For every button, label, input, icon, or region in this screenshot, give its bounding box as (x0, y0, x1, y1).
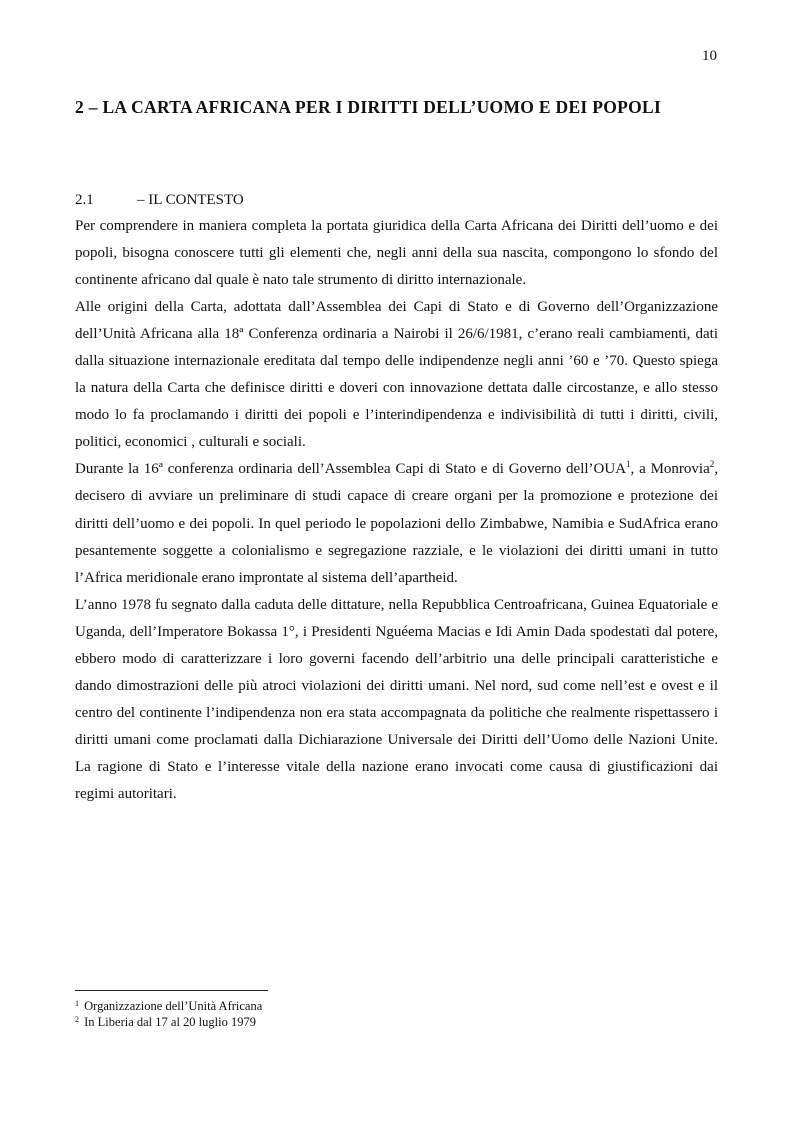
paragraph-3-part-a: Durante la 16ª conferenza ordinaria dell’Assemblea Capi di Stato e di Governo dell’OUA (75, 461, 627, 478)
paragraph-3-part-b: , a Monrovia (630, 461, 710, 478)
section-heading (75, 190, 244, 210)
footnote-text: In Liberia dal 17 al 20 luglio 1979 (81, 1015, 256, 1029)
body-text (75, 213, 718, 808)
section-number: 2.1 (75, 192, 94, 208)
chapter-title: 2 – LA CARTA AFRICANA PER I DIRITTI DELL’UOMO E DEI POPOLI (75, 97, 662, 117)
footnote-separator (75, 990, 268, 991)
footnote-ref-1[interactable]: 1 (626, 459, 631, 470)
paragraph-2: Alle origini della Carta, adottata dall’Assemblea dei Capi di Stato e di Governo dell’Organizzazione dell’Unità Africana alla 18ª Conferenza ordinaria a Nairobi il 26/6/1981, c’erano reali cambiamenti, dati dalla situazione internazionale ereditata dal tempo delle indipendenze negli anni ’60 e ’70. Questo spiega la natura della Carta che definisce diritti e doveri con innovazione dettata dalle circostanze, e allo stesso modo lo fa proclamando i diritti dei popoli e l’interindipendenza e indivisibilità di tutti i diritti, civili, politici, economici , culturali e sociali. (75, 299, 718, 451)
footnote-marker: 2 (75, 1015, 79, 1024)
paragraph-3 (75, 456, 718, 591)
paragraph-4: L’anno 1978 fu segnato dalla caduta delle dittature, nella Repubblica Centroafricana, Guinea Equatoriale e Uganda, dell’Imperatore Bokassa 1°, i Presidenti Nguéema Macias e Idi Amin Dada spodestati dal potere, ebbero modo di caratterizzare i loro governi facendo dell’arbitrio una delle principali caratteristiche e dando dimostrazioni delle più atroci violazioni dei diritti umani. Nel nord, sud come nell’est e ovest e il centro del continente l’indipendenza non era stata accompagnata da politiche che realmente rispettassero i diritti umani come proclamati dalla Dichiarazione Universale dei Diritti dell’Uomo delle Nazioni Unite. La ragione di Stato e l’interesse vitale della nazione erano invocati come causa di giustificazioni dai regimi autoritari. (75, 596, 718, 802)
section-title: – IL CONTESTO (137, 192, 244, 208)
footnote-ref-2[interactable]: 2 (709, 459, 715, 470)
paragraph-1: Per comprendere in maniera completa la portata giuridica della Carta Africana dei Diritti dell’uomo e dei popoli, bisogna conoscere tutti gli elementi che, negli anni della sua nascita, compongono lo sfondo del continente africano dal quale è nato tale strumento di diritto internazionale. (75, 218, 718, 289)
footnote-2 (75, 1014, 718, 1030)
footnote-text: Organizzazione dell’Unità Africana (81, 999, 263, 1013)
footnotes (75, 998, 718, 1030)
page-number: 10 (702, 48, 717, 64)
footnote-marker: 1 (75, 999, 79, 1008)
paragraph-3-part-c: , decisero di avviare un preliminare di studi capace di creare organi per la promozione e protezione dei diritti dell’uomo e dei popoli. In quel periodo le popolazioni dello Zimbabwe, Namibia e SudAfrica erano pesantemente soggette a colonialismo e segregazione razziale, e le violazioni dei diritti umani in tutto l’Africa meridionale erano improntate al sistema dell’apartheid. (75, 461, 718, 586)
footnote-1 (75, 998, 718, 1014)
